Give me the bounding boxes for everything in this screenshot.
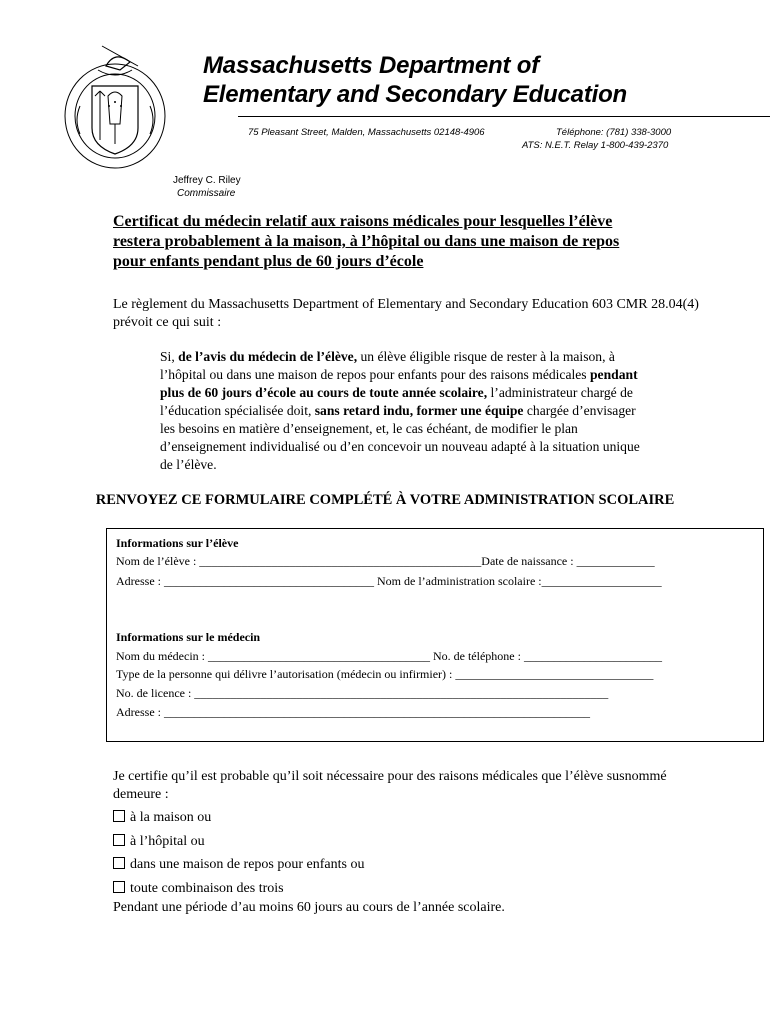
option-home[interactable] (113, 810, 211, 826)
student-info-heading: Informations sur l’élève (116, 536, 239, 550)
document-title (113, 212, 693, 272)
title-line: restera probablement à la maison, à l’hôpital ou dans une maison de repos (113, 233, 620, 250)
option-label: à la maison ou (130, 810, 212, 825)
option-combination[interactable] (113, 881, 284, 897)
option-nursing-home[interactable] (113, 857, 364, 873)
person-type-field[interactable]: Type de la personne qui délivre l’autorisation (médecin ou infirmier) : _________________________________ (116, 667, 654, 681)
physician-name-field[interactable]: Nom du médecin : _____________________________________ No. de téléphone : _______________________ (116, 649, 662, 663)
option-label: toute combinaison des trois (130, 881, 284, 896)
agency-phone: Téléphone: (781) 338-3000 (556, 127, 672, 138)
header-rule (238, 116, 770, 117)
quote-text: les besoins en matière d’enseignement, et, le cas échéant, de modifier le plan (160, 421, 578, 436)
intro-paragraph: Le règlement du Massachusetts Department of Elementary and Secondary Education 603 CMR 28.04(4) prévoit ce qui suit : (113, 297, 699, 330)
title-line: pour enfants pendant plus de 60 jours d’école (113, 253, 424, 270)
checkbox[interactable] (113, 834, 125, 846)
quote-bold: sans retard indu, former une équipe (314, 403, 524, 418)
option-hospital[interactable] (113, 834, 205, 850)
duration-statement: Pendant une période d’au moins 60 jours au cours de l’année scolaire. (113, 900, 505, 915)
checkbox[interactable] (113, 881, 125, 893)
state-seal (62, 36, 168, 170)
regulation-quote (160, 348, 705, 474)
commissioner-title: Commissaire (177, 188, 236, 199)
option-label: dans une maison de repos pour enfants ou (130, 857, 365, 872)
student-address-field[interactable]: Adresse : ___________________________________ Nom de l’administration scolaire :____________________ (116, 574, 662, 588)
quote-text: l’administrateur chargé de (487, 385, 633, 400)
student-name-field[interactable]: Nom de l’élève : _______________________________________________Date de naissance : _____________ (116, 554, 655, 568)
option-label: à l’hôpital ou (130, 834, 205, 849)
commissioner-name: Jeffrey C. Riley (173, 175, 241, 186)
quote-text: chargée d’envisager (523, 403, 636, 418)
quote-bold: pendant (590, 367, 638, 382)
agency-name-line1: Massachusetts Department of (203, 52, 540, 79)
quote-bold: plus de 60 jours d’école au cours de toute année scolaire, (160, 385, 488, 400)
physician-info-heading: Informations sur le médecin (116, 630, 261, 644)
agency-address: 75 Pleasant Street, Malden, Massachusetts 02148-4906 (248, 127, 485, 138)
quote-text: l’hôpital ou dans une maison de repos pour enfants pour des raisons médicales (160, 367, 590, 382)
return-notice: RENVOYEZ CE FORMULAIRE COMPLÉTÉ À VOTRE ADMINISTRATION SCOLAIRE (95, 492, 675, 508)
certification-statement: Je certifie qu’il est probable qu’il soit nécessaire pour des raisons médicales que l’élève susnommé demeure : (113, 769, 667, 802)
title-line: Certificat du médecin relatif aux raisons médicales pour lesquelles l’élève (113, 213, 613, 230)
agency-name-line2: Elementary and Secondary Education (203, 81, 627, 108)
quote-text: de l’élève. (160, 457, 217, 472)
quote-text: d’enseignement individualisé ou d’en concevoir un nouveau adapté à la situation unique (160, 439, 640, 454)
physician-address-field[interactable]: Adresse : _______________________________________________________________________ (116, 705, 590, 719)
checkbox[interactable] (113, 857, 125, 869)
quote-text: Si, (160, 349, 179, 364)
form-box (106, 528, 764, 742)
quote-text: un élève éligible risque de rester à la maison, à (357, 349, 615, 364)
checkbox[interactable] (113, 810, 125, 822)
agency-tty: ATS: N.E.T. Relay 1-800-439-2370 (522, 140, 669, 151)
quote-text: l’éducation spécialisée doit, (160, 403, 315, 418)
quote-bold: de l’avis du médecin de l’élève, (178, 349, 358, 364)
license-field[interactable]: No. de licence : _____________________________________________________________________ (116, 686, 609, 700)
